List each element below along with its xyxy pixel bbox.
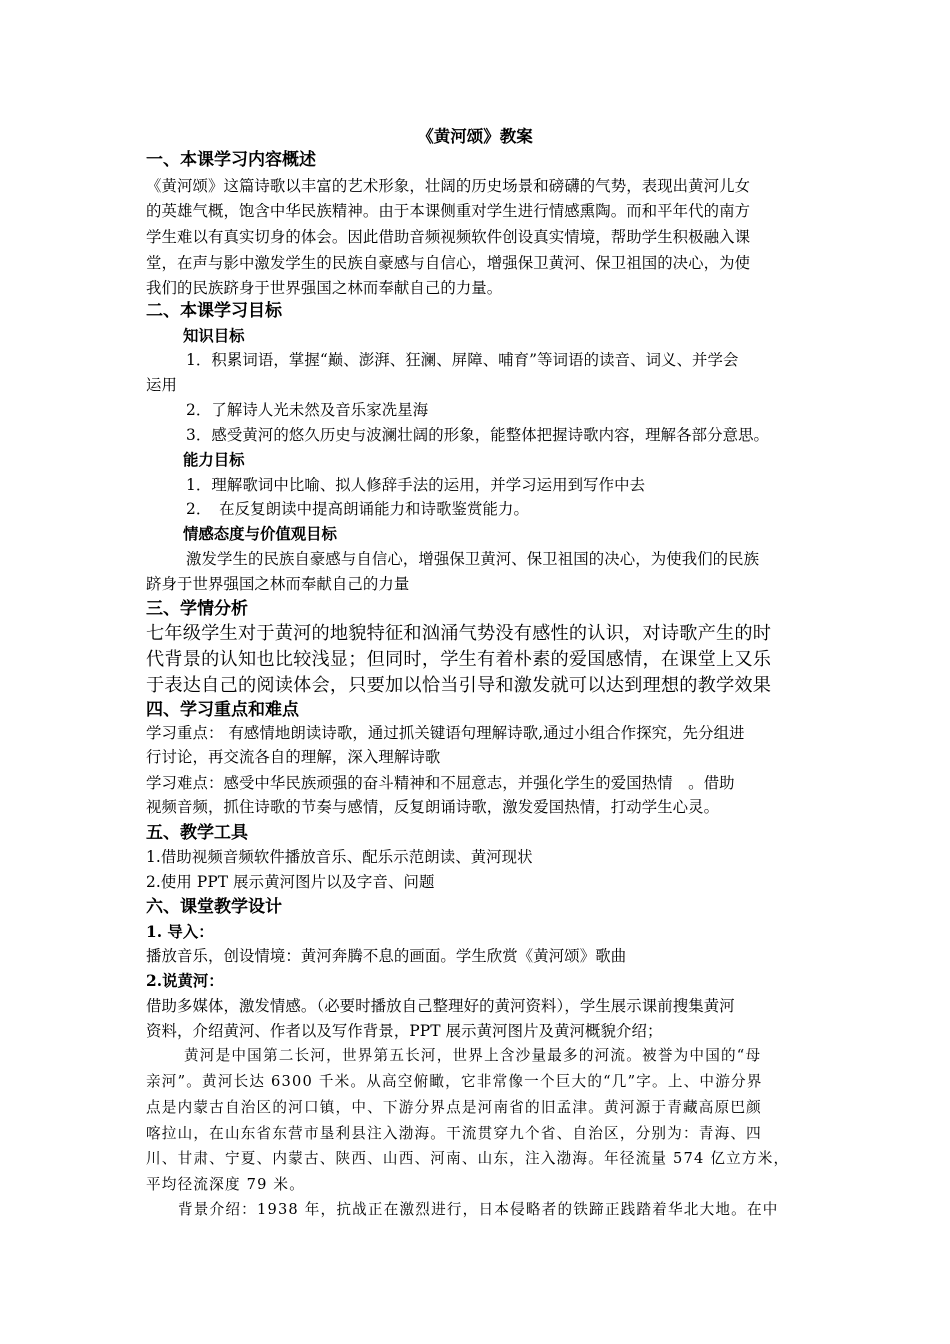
subheading-intro: 1. 导入： <box>146 923 214 941</box>
document-title: 《黄河颂》教案 <box>417 127 533 146</box>
paragraph-line: 行讨论，再交流各自的理解，深入理解诗歌 <box>146 748 441 766</box>
river-info-line: 亲河”。黄河长达 6300 千米。从高空俯瞰，它非常像一个巨大的“几”字。上、中游分界 <box>146 1073 763 1090</box>
paragraph-line: 《黄河颂》这篇诗歌以丰富的艺术形象，壮阔的历史场景和磅礴的气势，表现出黄河儿女 <box>146 177 751 195</box>
subheading-yellow-river: 2.说黄河： <box>146 972 224 990</box>
paragraph-line: 视频音频，抓住诗歌的节奏与感情，反复朗诵诗歌，激发爱国热情，打动学生心灵。 <box>146 798 720 816</box>
paragraph-line: 学生难以有真实切身的体会。因此借助音频视频软件创设真实情境，帮助学生积极融入课 <box>146 228 751 246</box>
river-info-line: 点是内蒙古自治区的河口镇，中、下游分界点是河南省的旧孟津。黄河源于青藏高原巴颜 <box>146 1099 762 1116</box>
list-item: 3．感受黄河的悠久历史与波澜壮阔的形象，能整体把握诗歌内容，理解各部分意思。 <box>186 426 770 444</box>
paragraph-line: 我们的民族跻身于世界强国之林而奉献自己的力量。 <box>146 279 503 297</box>
paragraph-line: 学习难点：感受中华民族顽强的奋斗精神和不屈意志，并强化学生的爱国热情 。借助 <box>146 774 735 792</box>
paragraph-line-large: 代背景的认知也比较浅显；但同时，学生有着朴素的爱国感情，在课堂上又乐 <box>146 649 772 670</box>
paragraph-line: 激发学生的民族自豪感与自信心，增强保卫黄河、保卫祖国的决心，为使我们的民族 <box>186 550 760 568</box>
list-item: 1.借助视频音频软件播放音乐、配乐示范朗读、黄河现状 <box>146 848 533 866</box>
paragraph-line: 借助多媒体，激发情感。（必要时播放自己整理好的黄河资料），学生展示课前搜集黄河 <box>146 997 735 1015</box>
list-item: 1．理解歌词中比喻、拟人修辞手法的运用，并学习运用到写作中去 <box>186 476 646 494</box>
list-item-continuation: 运用 <box>146 376 177 394</box>
background-info-line: 背景介绍：1938 年，抗战正在激烈进行，日本侵略者的铁蹄正践踏着华北大地。在中 <box>178 1201 779 1218</box>
river-info-line: 川、甘肃、宁夏、内蒙古、陕西、山西、河南、山东，注入渤海。年径流量 574 亿立方米， <box>146 1150 790 1167</box>
section-heading-goals: 二、本课学习目标 <box>146 301 282 321</box>
river-info-line: 喀拉山，在山东省东营市垦利县注入渤海。干流贯穿九个省、自治区，分别为：青海、四 <box>146 1125 762 1142</box>
section-heading-overview: 一、本课学习内容概述 <box>146 150 316 170</box>
paragraph-line: 学习重点： 有感情地朗读诗歌，通过抓关键语句理解诗歌,通过小组合作探究，先分组进 <box>146 724 745 742</box>
river-info-line: 平均径流深度 79 米。 <box>146 1176 305 1193</box>
paragraph-line-large: 于表达自己的阅读体会，只要加以恰当引导和激发就可以达到理想的教学效果 <box>146 675 772 696</box>
paragraph-line: 跻身于世界强国之林而奉献自己的力量 <box>146 575 410 593</box>
paragraph-line: 播放音乐，创设情境：黄河奔腾不息的画面。学生欣赏《黄河颂》歌曲 <box>146 947 627 965</box>
section-heading-keypoints: 四、学习重点和难点 <box>146 700 299 720</box>
subheading-ability: 能力目标 <box>183 451 245 469</box>
paragraph-line: 资料，介绍黄河、作者以及写作背景，PPT 展示黄河图片及黄河概貌介绍； <box>146 1022 663 1040</box>
paragraph-line: 的英雄气概，饱含中华民族精神。由于本课侧重对学生进行情感熏陶。而和平年代的南方 <box>146 202 751 220</box>
section-heading-design: 六、课堂教学设计 <box>146 897 282 917</box>
subheading-knowledge: 知识目标 <box>183 327 245 345</box>
river-info-line: 黄河是中国第二长河，世界第五长河，世界上含沙量最多的河流。被誉为中国的“母 <box>184 1047 762 1064</box>
list-item: 2.使用 PPT 展示黄河图片以及字音、问题 <box>146 873 435 891</box>
paragraph-line: 堂，在声与影中激发学生的民族自豪感与自信心，增强保卫黄河、保卫祖国的决心，为使 <box>146 254 751 272</box>
list-item: 2． 在反复朗读中提高朗诵能力和诗歌鉴赏能力。 <box>186 500 529 518</box>
section-heading-tools: 五、教学工具 <box>146 823 248 843</box>
list-item: 2．了解诗人光未然及音乐家冼星海 <box>186 401 429 419</box>
paragraph-line-large: 七年级学生对于黄河的地貌特征和汹涌气势没有感性的认识，对诗歌产生的时 <box>146 623 772 644</box>
list-item: 1．积累词语，掌握“巅、澎湃、狂澜、屏障、哺育”等词语的读音、词义、并学会 <box>186 351 739 369</box>
section-heading-analysis: 三、学情分析 <box>146 599 248 619</box>
subheading-emotion: 情感态度与价值观目标 <box>183 525 337 543</box>
